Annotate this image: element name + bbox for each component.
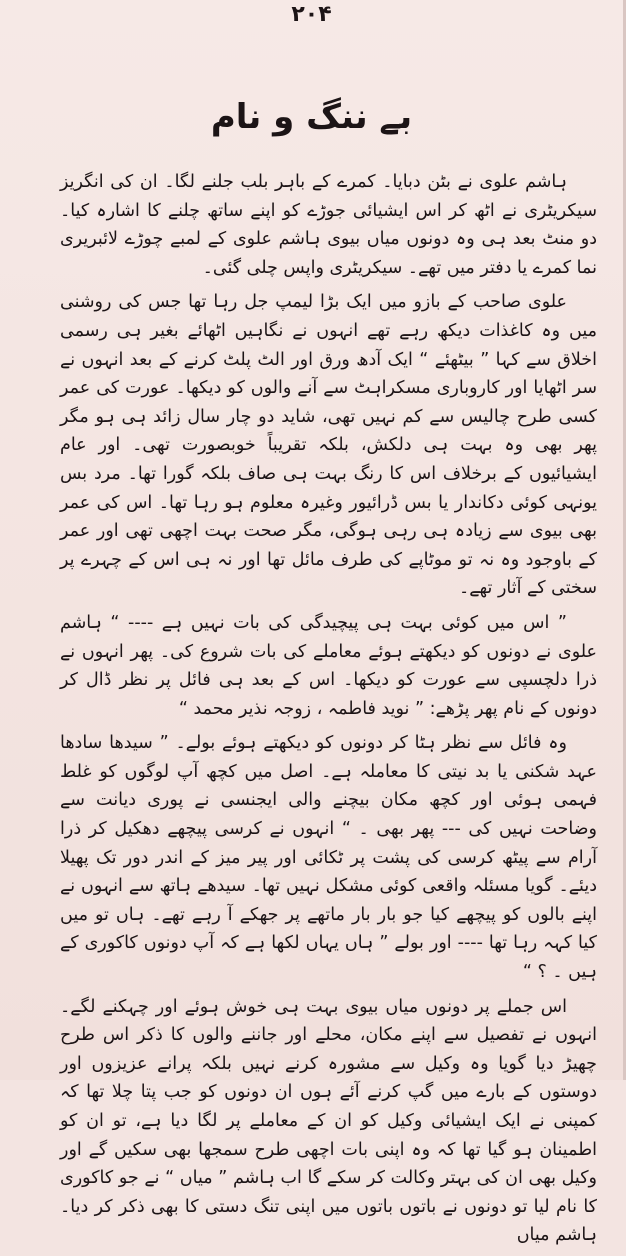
body-text bbox=[60, 168, 597, 1256]
paragraph: ہاشم علوی نے بٹن دبایا۔ کمرے کے باہر بلب جلنے لگا۔ ان کی انگریز سیکریٹری نے اٹھ کر اس ایشیائی جوڑے کو اپنے ساتھ چلنے کا اشارہ کیا۔ دو منٹ بعد ہی وہ دونوں میاں بیوی ہاشم علوی کے لمبے چوڑے لائبریری نما کمرے یا دفتر میں تھے۔ سیکریٹری واپس چلی گئی۔ bbox=[60, 172, 597, 278]
chapter-title: بے ننگ و نام bbox=[210, 97, 413, 137]
paragraph: اس جملے پر دونوں میاں بیوی بہت ہی خوش ہوئے اور چہکنے لگے۔ انہوں نے تفصیل سے اپنے مکان، محلے اور جاننے والوں کا ذکر اس طرح چھیڑ دیا گویا وہ وکیل سے مشورہ کرنے نہیں بلکہ پرانے عزیزوں اور دوستوں کے بارے میں گپ کرنے آئے ہوں ان دونوں کو جب پتا چلا تھا کہ کمپنی نے ایک ایشیائی وکیل کو ان کے معاملے پر لگا دیا ہے، تو ان کو اطمینان ہو گیا تھا کہ وہ اپنی بات اچھی طرح سمجھا بھی سکیں گے اور وکیل بھی ان کی بہتر وکالت کر سکے گا اب ہاشم ” میاں “ نے جو کاکوری کا نام لیا تو دونوں نے باتوں باتوں میں اپنی تنگ دستی کا بھی ذکر کر دیا۔ ہاشم میاں bbox=[60, 996, 597, 1246]
paragraph: علوی صاحب کے بازو میں ایک بڑا لیمپ جل رہا تھا جس کی روشنی میں وہ کاغذات دیکھ رہے تھے انہوں نے نگاہیں اٹھائے بغیر ہی رسمی اخلاق سے کہا ” بیٹھئے “ ایک آدھ ورق اور الٹ پلٹ کرنے کے بعد انہوں نے سر اٹھایا اور کاروباری مسکراہٹ سے آنے والوں کو دیکھا۔ عورت کی عمر کسی طرح چالیس سے کم نہیں تھی، شاید دو چار سال زائد ہی ہو مگر پھر بھی وہ بہت ہی دلکش، بلکہ تقریباً خوبصورت تھی۔ اور عام ایشیائیوں کے برخلاف اس کا رنگ بہت ہی صاف بلکہ گورا تھا۔ مرد بس یونہی کوئی دکاندار یا بس ڈرائیور وغیرہ معلوم ہو رہا تھا۔ اس کی عمر بھی بیوی سے زیادہ ہی رہی ہوگی، مگر صحت بہت اچھی تھی اور عمر کے باوجود وہ نہ تو موٹاپے کی طرف مائل تھا اور نہ ہی اس کے چہرے پر سختی کے آثار تھے۔ bbox=[60, 292, 597, 599]
page-number: ۲۰۴ bbox=[291, 2, 332, 27]
paragraph: ” اس میں کوئی بہت ہی پیچیدگی کی بات نہیں ہے ---- “ ہاشم علوی نے دونوں کو دیکھتے ہوئے معاملے کی بات شروع کی۔ پھر انہوں نے ذرا دلچسپی سے عورت کو دیکھا۔ اس کے بعد ہی فائل پر نظر ڈال کر دونوں کے نام پھر پڑھے: ” نوید فاطمہ ، زوجہ نذیر محمد “ bbox=[60, 612, 597, 719]
paragraph: وہ فائل سے نظر ہٹا کر دونوں کو دیکھتے ہوئے بولے۔ ” سیدھا سادھا عہد شکنی یا بد نیتی کا معاملہ ہے۔ اصل میں کچھ آپ لوگوں کو غلط فہمی ہوئی اور کچھ مکان بیچنے والی ایجنسی نے پوری دیانت سے وضاحت نہیں کی --- پھر بھی ۔ “ انہوں نے کرسی پیچھے دھکیل کر ذرا آرام سے پیٹھ کرسی کی پشت پر ٹکائی اور پیر میز کے اندر دور تک پھیلا دیئے۔ گویا مسئلہ واقعی کوئی مشکل نہیں تھا۔ سیدھے ہاتھ سے انہوں نے اپنے بالوں کو پیچھے کیا جو بار بار ماتھے پر جھکے آ رہے تھے۔ ہاں تو میں کیا کہہ رہا تھا ---- اور بولے ” ہاں یہاں لکھا ہے کہ آپ دونوں کاکوری کے ہیں ۔ ؟ “ bbox=[60, 733, 597, 983]
